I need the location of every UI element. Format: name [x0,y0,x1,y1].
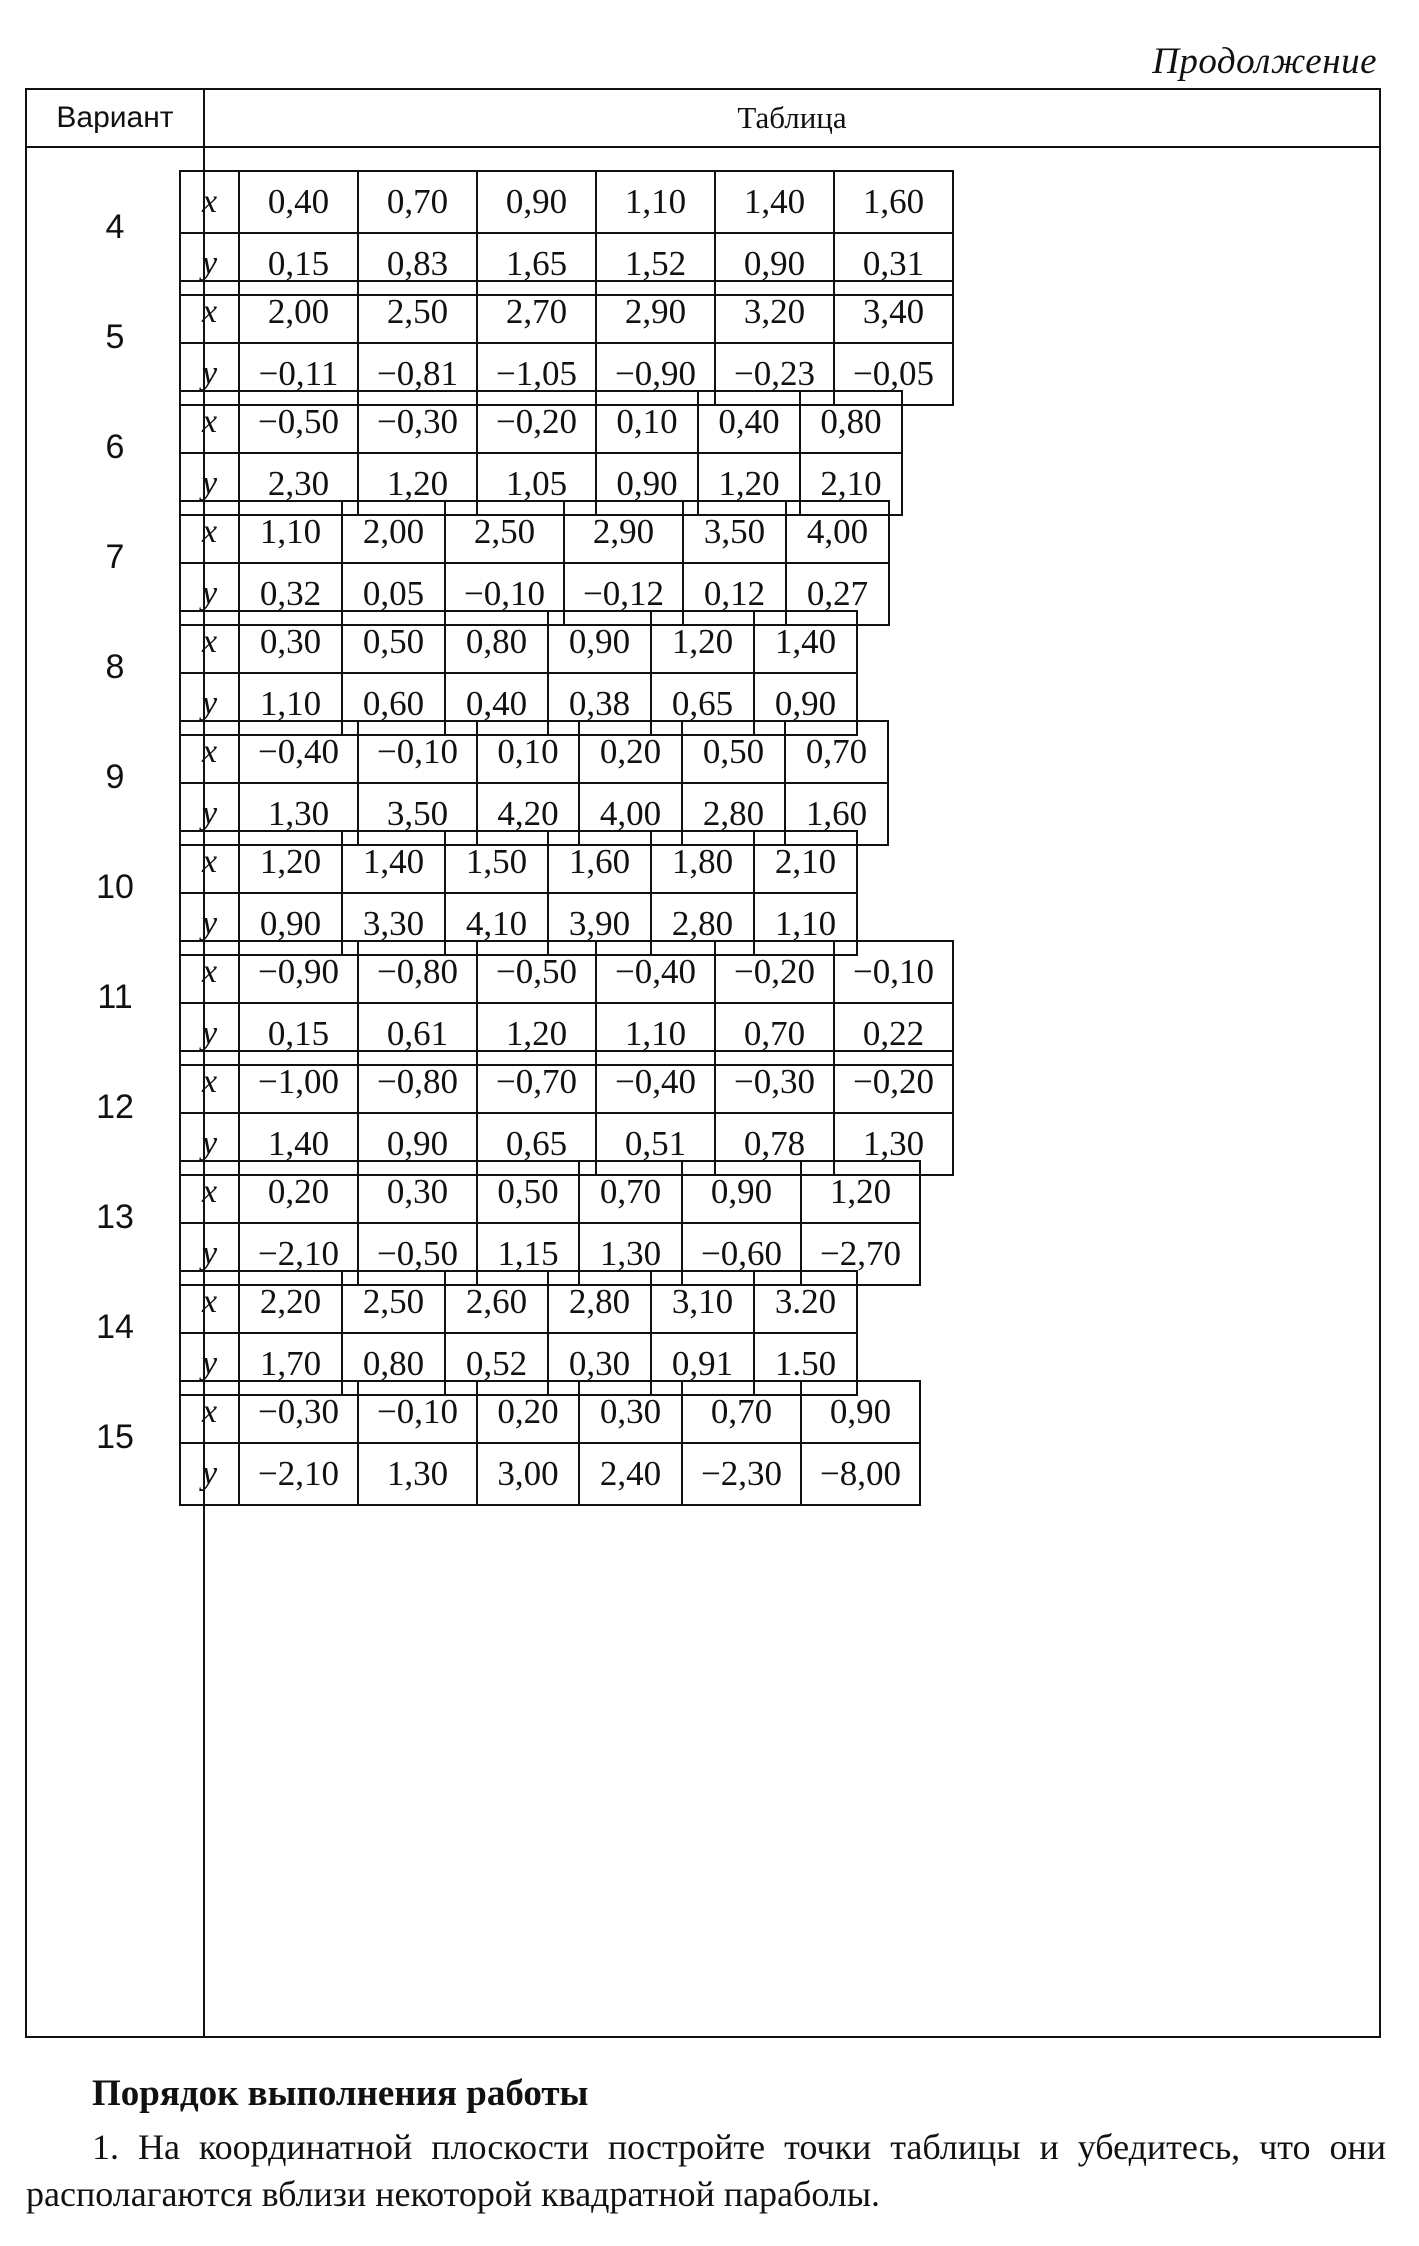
x-value: −0,40 [596,941,715,1003]
x-value: 0,80 [445,611,548,673]
x-value: 1,80 [651,831,754,893]
x-value: 2,60 [445,1271,548,1333]
variant-10-data-table [179,830,858,956]
y-value: 2,30 [239,453,358,515]
x-value: 1,10 [239,501,342,563]
x-value: 4,00 [786,501,889,563]
x-label: x [180,391,239,453]
y-value: 0,32 [239,563,342,625]
x-value: 1,20 [651,611,754,673]
y-label: y [180,343,239,405]
x-value: 2,20 [239,1271,342,1333]
y-value: 2,40 [579,1443,682,1505]
x-value: −0,50 [239,391,358,453]
x-value: 0,90 [682,1161,801,1223]
x-value: 2,90 [564,501,683,563]
x-row [180,611,857,673]
y-value: 0,90 [358,1113,477,1175]
y-label: y [180,453,239,515]
header-variant: Вариант [56,101,174,134]
x-label: x [180,171,239,233]
y-value: 0,65 [477,1113,596,1175]
x-label: x [180,501,239,563]
y-value: −0,50 [358,1223,477,1285]
y-value: 1,65 [477,233,596,295]
x-row [180,171,953,233]
y-value: 0,80 [342,1333,445,1395]
y-value: 1,52 [596,233,715,295]
x-value: 3,20 [715,281,834,343]
x-label: x [180,831,239,893]
y-value: −0,81 [358,343,477,405]
x-value: 0,70 [682,1381,801,1443]
variant-number: 5 [105,318,125,356]
x-value: −0,10 [358,721,477,783]
x-value: 0,20 [239,1161,358,1223]
variant-number: 10 [96,868,134,906]
y-value: 1,40 [239,1113,358,1175]
y-value: 0,05 [342,563,445,625]
variants-table [25,88,1381,2038]
variant-8-data-table [179,610,858,736]
x-label: x [180,281,239,343]
y-value: 0,27 [786,563,889,625]
x-value: 2,00 [239,281,358,343]
x-value: −0,20 [834,1051,953,1113]
x-value: 0,40 [239,171,358,233]
y-value: 0,30 [548,1333,651,1395]
y-label: y [180,1443,239,1505]
x-value: 0,50 [342,611,445,673]
y-value: 0,83 [358,233,477,295]
y-value: 0,91 [651,1333,754,1395]
x-value: −0,30 [715,1051,834,1113]
y-label: y [180,1333,239,1395]
x-value: 0,70 [358,171,477,233]
variant-7-data-table [179,500,890,626]
x-value: 3.20 [754,1271,857,1333]
x-value: −0,20 [477,391,596,453]
instruction-paragraph: 1. На координатной плоскости постройте точки таблицы и убедитесь, что они располагаются вблизи некоторой квадратной параболы. [26,2127,1386,2214]
y-value: 0,15 [239,233,358,295]
x-row [180,1051,953,1113]
x-value: 0,30 [239,611,342,673]
x-value: 0,90 [477,171,596,233]
x-value: 3,40 [834,281,953,343]
y-value: 1,10 [596,1003,715,1065]
x-value: 2,50 [342,1271,445,1333]
y-value: 0,90 [715,233,834,295]
x-value: −0,10 [834,941,953,1003]
y-value: 4,00 [579,783,682,845]
header-divider [27,146,1379,148]
y-value: 1,10 [239,673,342,735]
x-label: x [180,1051,239,1113]
x-value: −0,80 [358,1051,477,1113]
x-label: x [180,941,239,1003]
y-value: −0,23 [715,343,834,405]
variant-number: 11 [97,978,133,1016]
y-value: −8,00 [801,1443,920,1505]
y-value: −0,05 [834,343,953,405]
y-value: 1,30 [358,1443,477,1505]
variant-13-data-table [179,1160,921,1286]
y-label: y [180,783,239,845]
y-value: −0,12 [564,563,683,625]
y-value: 3,90 [548,893,651,955]
x-value: 1,10 [596,171,715,233]
x-value: 1,40 [715,171,834,233]
x-row [180,1271,857,1333]
variant-number: 8 [105,648,125,686]
y-value: 1,20 [477,1003,596,1065]
variant-11-data-table [179,940,954,1066]
y-value: −0,10 [445,563,564,625]
variant-15-data-table [179,1380,921,1506]
variant-12-data-table [179,1050,954,1176]
x-value: 2,70 [477,281,596,343]
x-value: 2,00 [342,501,445,563]
y-label: y [180,563,239,625]
y-value: 0,40 [445,673,548,735]
variant-number: 15 [96,1418,134,1456]
y-value: 2,10 [800,453,902,515]
x-value: 0,30 [358,1161,477,1223]
x-value: 1,20 [801,1161,920,1223]
y-value: 0,70 [715,1003,834,1065]
variant-number: 13 [96,1198,134,1236]
y-value: 4,10 [445,893,548,955]
x-value: −0,30 [239,1381,358,1443]
variant-5-data-table [179,280,954,406]
variant-4-data-table [179,170,954,296]
y-value: 0,15 [239,1003,358,1065]
y-value: 3,50 [358,783,477,845]
variant-number: 7 [105,538,125,576]
y-value: 1,05 [477,453,596,515]
y-value: −0,11 [239,343,358,405]
y-value: −1,05 [477,343,596,405]
y-value: −2,10 [239,1223,358,1285]
x-row [180,1161,920,1223]
x-row [180,391,902,453]
x-value: −0,50 [477,941,596,1003]
section-title: Порядок выполнения работы [92,2073,589,2114]
x-value: 0,80 [800,391,902,453]
y-value: 2,80 [682,783,785,845]
variant-6-data-table [179,390,903,516]
x-value: −1,00 [239,1051,358,1113]
x-value: −0,90 [239,941,358,1003]
y-value: 1,30 [834,1113,953,1175]
x-value: 0,10 [596,391,698,453]
x-value: −0,10 [358,1381,477,1443]
continuation-label: Продолжение [1152,41,1377,82]
variant-9-data-table [179,720,889,846]
y-label: y [180,893,239,955]
x-label: x [180,611,239,673]
y-row [180,1443,920,1505]
x-value: −0,80 [358,941,477,1003]
x-label: x [180,1161,239,1223]
variant-14-data-table [179,1270,858,1396]
y-value: 1,15 [477,1223,579,1285]
y-value: −0,90 [596,343,715,405]
variant-number: 14 [96,1308,134,1346]
x-value: 0,10 [477,721,579,783]
x-value: −0,30 [358,391,477,453]
x-value: 1,60 [834,171,953,233]
x-value: 2,50 [358,281,477,343]
x-label: x [180,721,239,783]
x-row [180,831,857,893]
y-value: −0,60 [682,1223,801,1285]
x-value: 2,90 [596,281,715,343]
variant-number: 4 [105,208,125,246]
header-table: Таблица [737,100,847,135]
y-value: 0,90 [239,893,342,955]
y-value: 1,20 [698,453,800,515]
y-value: 1,20 [358,453,477,515]
variant-number: 12 [96,1088,134,1126]
y-value: 0,65 [651,673,754,735]
x-value: 3,50 [683,501,786,563]
x-value: 1,40 [754,611,857,673]
y-value: 1,30 [239,783,358,845]
y-value: 0,60 [342,673,445,735]
y-value: −2,30 [682,1443,801,1505]
y-value: 0,38 [548,673,651,735]
y-label: y [180,1003,239,1065]
x-row [180,721,888,783]
y-value: 2,80 [651,893,754,955]
x-value: 1,20 [239,831,342,893]
y-value: 1,10 [754,893,857,955]
y-value: 0,51 [596,1113,715,1175]
x-value: 0,30 [579,1381,682,1443]
variant-number: 9 [105,758,125,796]
x-row [180,501,889,563]
x-row [180,941,953,1003]
x-label: x [180,1271,239,1333]
x-value: −0,20 [715,941,834,1003]
x-value: −0,40 [239,721,358,783]
y-value: 3,30 [342,893,445,955]
x-value: −0,70 [477,1051,596,1113]
x-value: 3,10 [651,1271,754,1333]
x-value: 2,10 [754,831,857,893]
y-label: y [180,1223,239,1285]
y-value: 0,22 [834,1003,953,1065]
x-value: 0,50 [477,1161,579,1223]
y-label: y [180,233,239,295]
y-value: 0,90 [754,673,857,735]
x-value: 0,20 [579,721,682,783]
y-value: 0,78 [715,1113,834,1175]
y-label: y [180,673,239,735]
y-value: −2,70 [801,1223,920,1285]
y-label: y [180,1113,239,1175]
y-value: 0,52 [445,1333,548,1395]
x-row [180,281,953,343]
x-value: 1,50 [445,831,548,893]
y-value: 1,60 [785,783,888,845]
y-value: 0,90 [596,453,698,515]
y-value: 1,70 [239,1333,342,1395]
x-row [180,1381,920,1443]
y-value: 0,12 [683,563,786,625]
x-value: 2,50 [445,501,564,563]
x-value: 0,90 [548,611,651,673]
y-value: −2,10 [239,1443,358,1505]
x-value: 1,60 [548,831,651,893]
x-value: 0,70 [785,721,888,783]
y-value: 3,00 [477,1443,579,1505]
y-value: 1.50 [754,1333,857,1395]
x-value: 0,90 [801,1381,920,1443]
x-value: 0,40 [698,391,800,453]
x-value: −0,40 [596,1051,715,1113]
x-value: 0,20 [477,1381,579,1443]
x-value: 2,80 [548,1271,651,1333]
y-value: 1,30 [579,1223,682,1285]
x-label: x [180,1381,239,1443]
variant-number: 6 [105,428,125,466]
y-value: 0,61 [358,1003,477,1065]
y-value: 4,20 [477,783,579,845]
y-value: 0,31 [834,233,953,295]
x-value: 0,70 [579,1161,682,1223]
x-value: 1,40 [342,831,445,893]
x-value: 0,50 [682,721,785,783]
